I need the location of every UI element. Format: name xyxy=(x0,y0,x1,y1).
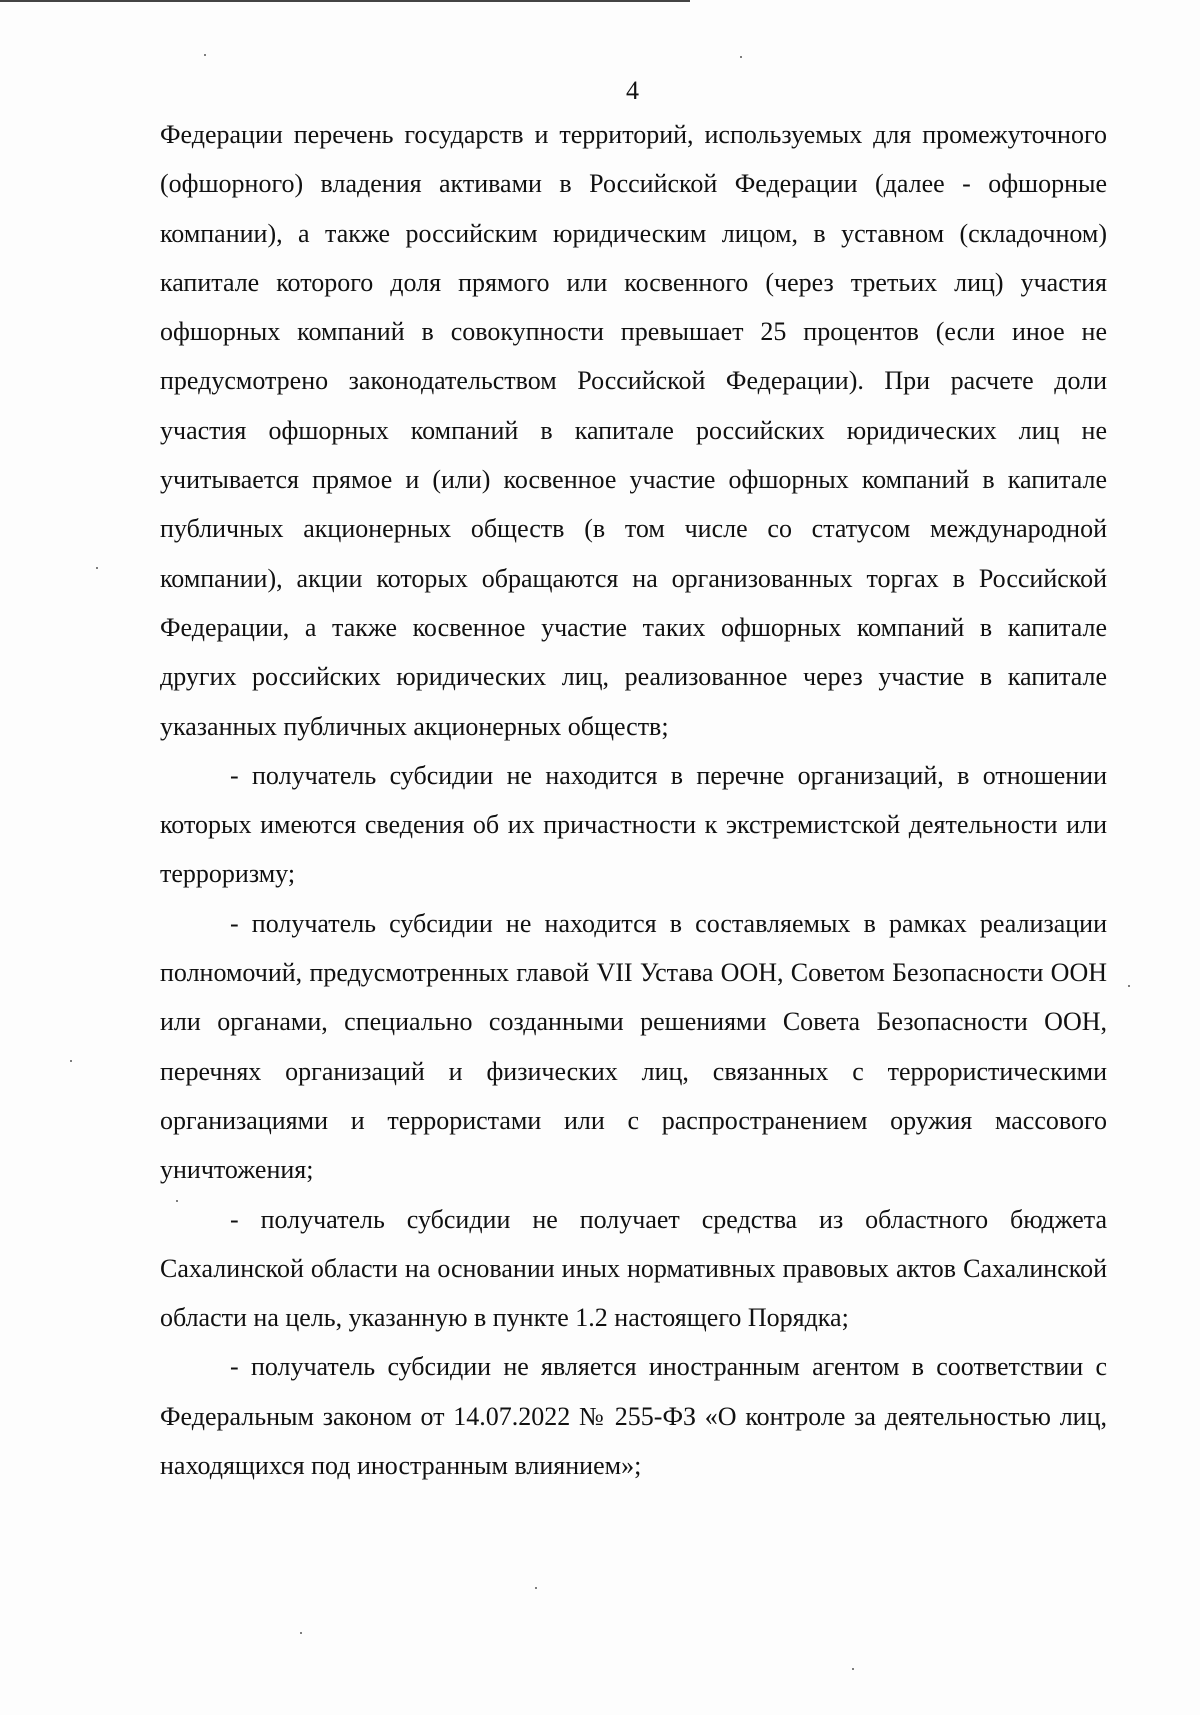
paragraph-regional-budget: - получатель субсидии не получает средства из областного бюджета Сахалинской области на основании иных нормативных правовых актов Сахалинской области на цель, указанную в пункте 1.2 настоящего Порядка; xyxy=(160,1204,1107,1333)
scan-speck xyxy=(852,1668,854,1670)
scan-speck xyxy=(176,1200,178,1202)
paragraph-offshore-criteria: Федерации перечень государств и территорий, используемых для промежуточного (офшорного) владения активами в Российской Федерации (далее - офшорные компании), а также российским юридическим лицом, в уставном (складочном) капитале которого доля прямого или косвенного (через третьих лиц) участия офшорных компаний в совокупности превышает 25 процентов (если иное не предусмотрено законодательством Российской Федерации). При расчете доли участия офшорных компаний в капитале российских юридических лиц не учитывается прямое и (или) косвенное участие офшорных компаний в капитале публичных акционерных обществ (в том числе со статусом международной компании), акции которых обращаются на организованных торгах в Российской Федерации, а также косвенное участие таких офшорных компаний в капитале других российских юридических лиц, реализованное через участие в капитале указанных публичных акционерных обществ; xyxy=(160,120,1107,741)
scan-speck xyxy=(96,567,98,569)
scan-speck xyxy=(535,1587,537,1589)
paragraph-foreign-agent: - получатель субсидии не является иностранным агентом в соответствии с Федеральным законом от 14.07.2022 № 255-ФЗ «О контроле за деятельностью лиц, находящихся под иностранным влиянием»; xyxy=(160,1352,1107,1481)
paragraph-un-sanctions: - получатель субсидии не находится в составляемых в рамках реализации полномочий, предусмотренных главой VII Устава ООН, Советом Безопасности ООН или органами, специально созданными решениями Совета Безопасности ООН, перечнях организаций и физических лиц, связанных с террористическими организациями и террористами или с распространением оружия массового уничтожения; xyxy=(160,908,1107,1185)
scan-top-edge xyxy=(0,0,690,2)
scan-speck xyxy=(1128,985,1130,987)
scan-speck xyxy=(740,56,742,58)
paragraph-extremism: - получатель субсидии не находится в перечне организаций, в отношении которых имеются сведения об их причастности к экстремистской деятельности или терроризму; xyxy=(160,760,1107,889)
scan-speck xyxy=(204,54,206,56)
document-body xyxy=(160,110,1107,1490)
scan-speck xyxy=(70,1060,72,1062)
page-number: 4 xyxy=(626,76,639,105)
scan-speck xyxy=(300,1632,302,1634)
